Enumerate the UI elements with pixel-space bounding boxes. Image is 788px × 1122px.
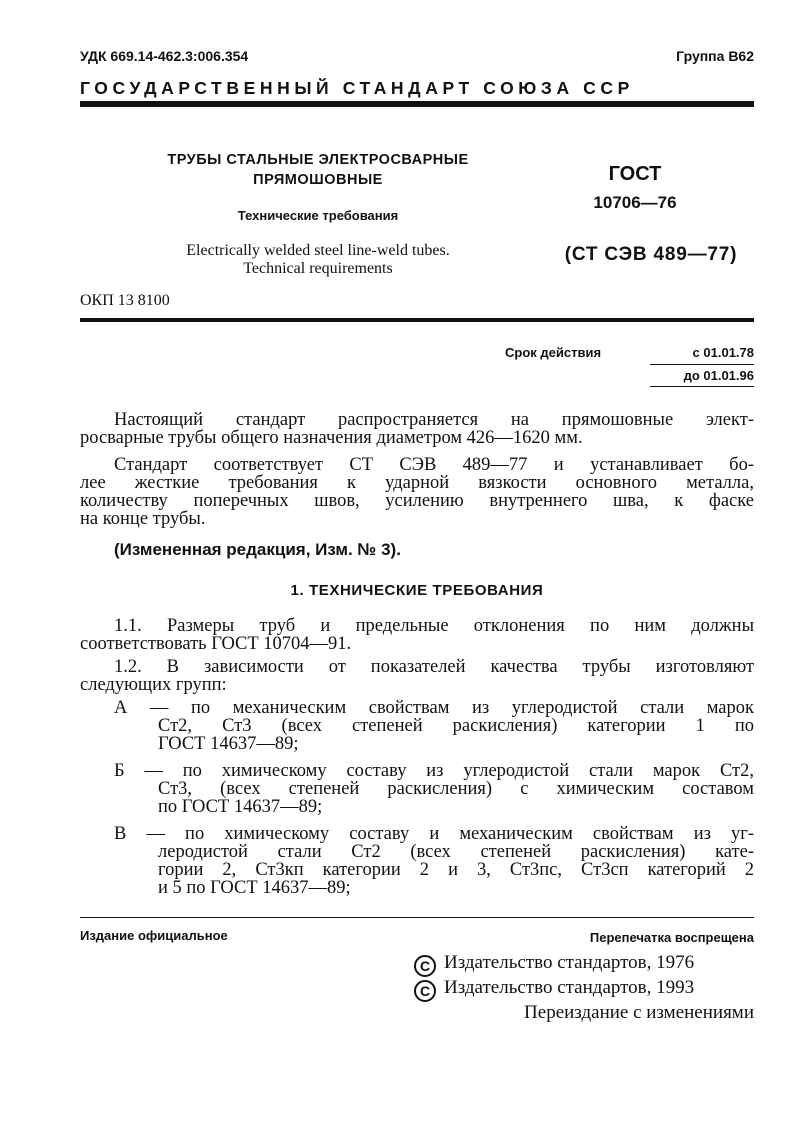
gost-number: 10706—76 (593, 193, 677, 212)
udk-code: УДК 669.14-462.3:006.354 (80, 48, 249, 64)
reissue-note: Переиздание с изменениями (524, 1002, 754, 1023)
group-a-line: ГОСТ 14637—89; (158, 734, 299, 754)
official-edition: Издание официальное (80, 928, 228, 943)
footer-rule (80, 917, 754, 918)
subtitle: Технические требования (237, 208, 399, 223)
copyright-line-1 (414, 952, 694, 977)
title-line-1: ТРУБЫ СТАЛЬНЫЕ ЭЛЕКТРОСВАРНЫЕ (167, 152, 469, 168)
intro-line: на конце трубы. (80, 509, 206, 529)
group-v-line: и 5 по ГОСТ 14637—89; (158, 878, 351, 898)
validity-from: с 01.01.78 (692, 345, 754, 360)
okp-code: ОКП 13 8100 (80, 292, 170, 309)
validity-label: Срок действия (505, 345, 602, 360)
validity-underline (650, 386, 754, 387)
group-v-line: леродистой стали Ст2 (всех степеней раскисления) кате- (158, 842, 754, 862)
clause-line: 1.1. Размеры труб и предельные отклонения по ним должны (114, 616, 754, 636)
copyright-text: Издательство стандартов, 1993 (444, 977, 695, 998)
intro-line: количеству поперечных швов, усилению внутреннего шва, к фаске (80, 491, 754, 511)
clause-line: 1.2. В зависимости от показателей качества трубы изготовляют (114, 657, 754, 677)
group-a-line: Ст2, Ст3 (всех степеней раскисления) категории 1 по (158, 716, 754, 736)
reprint-prohibited: Перепечатка воспрещена (589, 930, 754, 945)
amendment-note: (Измененная редакция, Изм. № 3). (114, 540, 401, 559)
group-a-line: А — по механическим свойствам из углеродистой стали марок (114, 698, 754, 718)
title-english-line-1: Electrically welded steel line-weld tubes. (186, 242, 450, 259)
group-b-line: Ст3, (всех степеней раскисления) с химическим составом (158, 779, 754, 799)
group-b-line: Б — по химическому составу из углеродистой стали марок Ст2, (114, 761, 754, 781)
title-english-line-2: Technical requirements (243, 260, 393, 277)
validity-to: до 01.01.96 (683, 368, 754, 383)
copyright-line-2 (414, 977, 694, 1002)
group-v-line: гории 2, Ст3кп категории 2 и 3, Ст3пс, Ст3сп категорий 2 (158, 860, 754, 880)
section-heading: 1. ТЕХНИЧЕСКИЕ ТРЕБОВАНИЯ (290, 582, 544, 599)
intro-line: росварные трубы общего назначения диаметром 426—1620 мм. (80, 428, 583, 448)
group-b-line: по ГОСТ 14637—89; (158, 797, 323, 817)
copyright-icon: C (414, 955, 436, 977)
intro-line: лее жесткие требования к ударной вязкости основного металла, (80, 473, 754, 493)
clause-line: следующих групп: (80, 675, 227, 695)
clause-line: соответствовать ГОСТ 10704—91. (80, 634, 352, 654)
title-block-rule (80, 318, 754, 322)
state-standard-heading: ГОСУДАРСТВЕННЫЙ СТАНДАРТ СОЮЗА ССР (80, 78, 634, 98)
gost-label: ГОСТ (608, 163, 662, 185)
st-sev-number: (СТ СЭВ 489—77) (564, 244, 738, 265)
group-v-line: В — по химическому составу и механическим свойствам из уг- (114, 824, 754, 844)
copyright-icon: C (414, 980, 436, 1002)
intro-line: Настоящий стандарт распространяется на прямошовные элект- (114, 410, 754, 430)
group-code: Группа В62 (676, 48, 754, 64)
title-line-2: ПРЯМОШОВНЫЕ (253, 172, 383, 188)
header-thick-rule (80, 101, 754, 107)
copyright-text: Издательство стандартов, 1976 (444, 952, 695, 973)
intro-line: Стандарт соответствует СТ СЭВ 489—77 и устанавливает бо- (114, 455, 754, 475)
validity-divider (650, 364, 754, 365)
